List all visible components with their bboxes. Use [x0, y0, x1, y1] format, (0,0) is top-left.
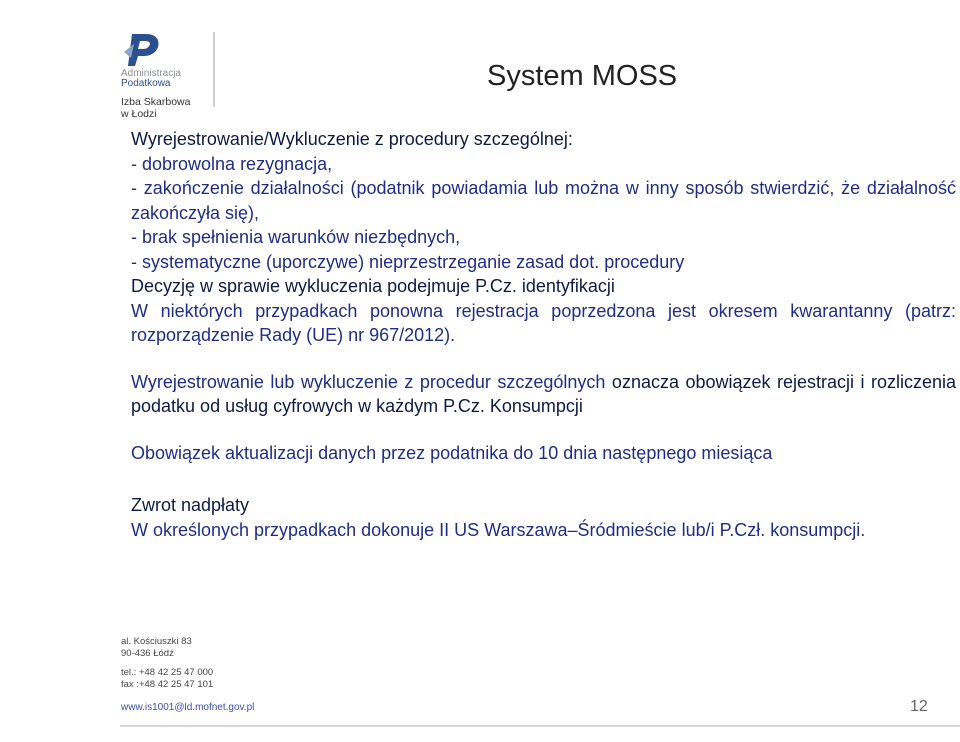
- spacer: [131, 465, 956, 493]
- decision-text: Decyzję w sprawie wykluczenia podejmuje P.Cz. identyfikacji: [131, 276, 615, 296]
- list-item-business-end: - zakończenie działalności (podatnik powiadamia lub można w inny sposób stwierdzić, że działalność zakończyła się),: [131, 178, 956, 223]
- org-line1: Izba Skarbowa: [121, 96, 191, 108]
- logo-line2: Podatkowa: [121, 78, 171, 89]
- list-item-voluntary: - dobrowolna rezygnacja,: [131, 153, 333, 174]
- org-line2: w Łodzi: [121, 108, 157, 120]
- phone-number: tel.: +48 42 25 47 000: [121, 667, 214, 678]
- spacer: [131, 348, 956, 370]
- address-street: al. Kościuszki 83: [121, 636, 192, 647]
- obligation-part2: oznacza obowiązek rejestracji i rozliczenia podatku od usług cyfrowych w każdym P.Cz. Konsumpcji: [131, 371, 957, 416]
- logo-text: [121, 69, 181, 89]
- address-city: 90-436 Łódź: [121, 647, 174, 659]
- fax-number: fax :+48 42 25 47 101: [121, 678, 214, 690]
- list-item-conditions: - brak spełnienia warunków niezbędnych,: [131, 227, 461, 247]
- procedure-heading: Wyrejestrowanie/Wykluczenie z procedury szczególnej:: [131, 129, 573, 149]
- spacer: [121, 659, 213, 667]
- obligation-text: [131, 370, 956, 419]
- update-duty-text: Obowiązek aktualizacji danych przez podatnika do 10 dnia następnego miesiąca: [131, 442, 773, 463]
- footer-divider: [120, 725, 960, 727]
- page-title: System MOSS: [487, 60, 678, 92]
- website-link[interactable]: www.is1001@ld.mofnet.gov.pl: [121, 702, 255, 713]
- header-divider: [213, 32, 215, 107]
- list-item-noncompliance: - systematyczne (uporczywe) nieprzestrzeganie zasad dot. procedury: [131, 251, 685, 272]
- page-number: 12: [910, 698, 928, 715]
- spacer: [131, 419, 956, 441]
- quarantine-text: W niektórych przypadkach ponowna rejestracja poprzedzona jest okresem kwarantanny (patrz: rozporządzenie Rady (UE) nr 967/2012).: [131, 300, 956, 345]
- contact-info: [121, 636, 213, 690]
- logo-line1: Administracja: [121, 68, 182, 79]
- slide-content: [131, 127, 956, 542]
- refund-heading: Zwrot nadpłaty: [131, 495, 250, 515]
- refund-text: W określonych przypadkach dokonuje II US Warszawa–Śródmieście lub/i P.Czł. konsumpcji.: [131, 519, 866, 540]
- obligation-part1: Wyrejestrowanie lub wykluczenie z procedur szczególnych: [131, 371, 606, 392]
- organization-name: [121, 96, 190, 120]
